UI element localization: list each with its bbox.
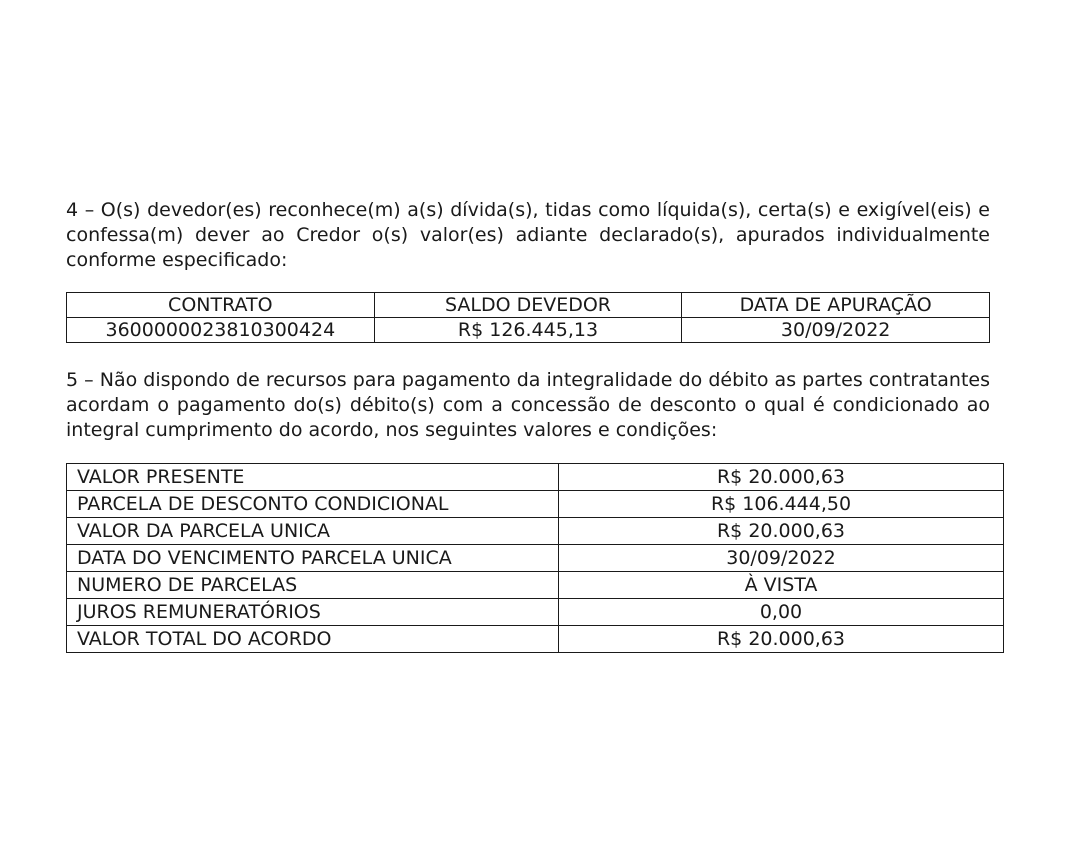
terms-row-valor-presente — [67, 464, 1004, 491]
terms-row-valor-total — [67, 626, 1004, 653]
clause-5-paragraph: 5 – Não dispondo de recursos para pagamento da integralidade do débito as partes contratantes acordam o pagamento do(s) débito(s) com a concessão de desconto o qual é condicionado ao integral cumprimento do acordo, nos seguintes valores e condições: — [66, 369, 990, 441]
terms-row-numero-parcelas — [67, 572, 1004, 599]
terms-label: VALOR DA PARCELA UNICA — [67, 518, 559, 545]
terms-row-valor-parcela-unica — [67, 518, 1004, 545]
terms-value: R$ 20.000,63 — [559, 518, 1004, 545]
terms-row-parcela-desconto — [67, 491, 1004, 518]
terms-label: VALOR TOTAL DO ACORDO — [67, 626, 559, 653]
header-contrato: CONTRATO — [67, 293, 375, 318]
contract-table — [66, 292, 990, 343]
terms-value: À VISTA — [559, 572, 1004, 599]
clause-4-paragraph: 4 – O(s) devedor(es) reconhece(m) a(s) dívida(s), tidas como líquida(s), certa(s) e exigível(eis) e confessa(m) dever ao Credor o(s) valor(es) adiante declarado(s), apurados individualmente conforme especificado: — [66, 199, 990, 271]
terms-value: 30/09/2022 — [559, 545, 1004, 572]
contract-table-row — [67, 318, 990, 343]
terms-value: R$ 106.444,50 — [559, 491, 1004, 518]
header-data-apuracao: DATA DE APURAÇÃO — [682, 293, 990, 318]
terms-label: JUROS REMUNERATÓRIOS — [67, 599, 559, 626]
terms-value: R$ 20.000,63 — [559, 464, 1004, 491]
header-saldo-devedor: SALDO DEVEDOR — [374, 293, 682, 318]
terms-table — [66, 463, 1004, 653]
terms-label: NUMERO DE PARCELAS — [67, 572, 559, 599]
terms-label: DATA DO VENCIMENTO PARCELA UNICA — [67, 545, 559, 572]
terms-value: 0,00 — [559, 599, 1004, 626]
contract-table-header-row — [67, 293, 990, 318]
terms-value: R$ 20.000,63 — [559, 626, 1004, 653]
contract-number: 3600000023810300424 — [67, 318, 375, 343]
saldo-devedor-value: R$ 126.445,13 — [374, 318, 682, 343]
terms-label: VALOR PRESENTE — [67, 464, 559, 491]
terms-row-data-vencimento — [67, 545, 1004, 572]
terms-label: PARCELA DE DESCONTO CONDICIONAL — [67, 491, 559, 518]
data-apuracao-value: 30/09/2022 — [682, 318, 990, 343]
terms-row-juros — [67, 599, 1004, 626]
